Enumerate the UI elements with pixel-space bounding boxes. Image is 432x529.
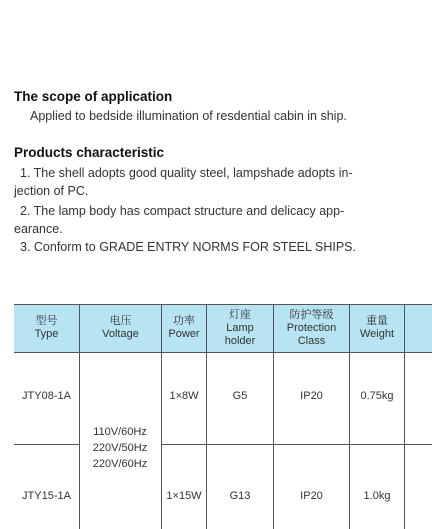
- characteristic-heading: Products characteristic: [14, 145, 165, 160]
- header-power-cn: 功率: [173, 315, 195, 327]
- header-lamp-holder-cn: 灯座: [229, 308, 251, 321]
- header-voltage: [80, 304, 161, 352]
- row-2-protection: IP20: [300, 490, 323, 502]
- row-1-weight: 0.75kg: [360, 390, 394, 402]
- characteristic-item-2-line-1: 2. The lamp body has compact structure and delicacy app-: [20, 204, 345, 218]
- header-power: [162, 304, 206, 352]
- header-type-cn: 型号: [35, 315, 58, 327]
- characteristic-item-1-line-1: 1. The shell adopts good quality steel, lampshade adopts in-: [20, 166, 353, 180]
- header-lamp-holder-en-2: holder: [224, 334, 256, 347]
- row-2-type: JTY15-1A: [22, 490, 71, 502]
- scope-text: Applied to bedside illumination of resdential cabin in ship.: [30, 109, 347, 123]
- voltage-cell: [80, 424, 160, 472]
- header-power-en: Power: [168, 328, 200, 340]
- header-voltage-en: Voltage: [102, 328, 139, 340]
- header-lamp-holder-en-1: Lamp: [226, 321, 254, 334]
- header-protection-cn: 防护等级: [289, 308, 334, 321]
- row-2-power: 1×15W: [166, 490, 202, 502]
- header-protection: [274, 304, 349, 352]
- row-1-protection: IP20: [300, 390, 323, 402]
- row-2-weight: 1.0kg: [363, 490, 391, 502]
- characteristic-item-3: 3. Conform to GRADE ENTRY NORMS FOR STEEL SHIPS.: [20, 240, 356, 254]
- characteristic-item-2-line-2: earance.: [14, 222, 63, 236]
- voltage-line: 220V/60Hz: [92, 458, 148, 470]
- header-weight: [350, 304, 404, 352]
- header-type: [14, 304, 79, 352]
- header-voltage-cn: 电压: [109, 315, 132, 327]
- header-divider: [14, 352, 432, 353]
- characteristic-item-1-line-2: jection of PC.: [14, 184, 89, 198]
- row-2-holder: G13: [229, 490, 251, 502]
- column-divider: [404, 304, 405, 529]
- header-weight-en: Weight: [359, 328, 395, 340]
- header-weight-cn: 重量: [366, 315, 388, 327]
- row-1-holder: G5: [232, 390, 248, 402]
- voltage-line: 110V/60Hz: [93, 426, 147, 438]
- spec-table: [14, 304, 432, 529]
- header-protection-en-2: Class: [297, 334, 326, 347]
- header-lamp-holder: [207, 304, 273, 352]
- row-divider: [161, 444, 432, 445]
- row-1-power: 1×8W: [169, 390, 199, 402]
- row-divider: [14, 444, 79, 445]
- scope-heading: The scope of application: [14, 89, 173, 104]
- voltage-line: 220V/50Hz: [92, 442, 148, 454]
- row-1-type: JTY08-1A: [22, 390, 71, 402]
- header-protection-en-1: Protection: [286, 321, 337, 334]
- header-type-en: Type: [34, 328, 59, 340]
